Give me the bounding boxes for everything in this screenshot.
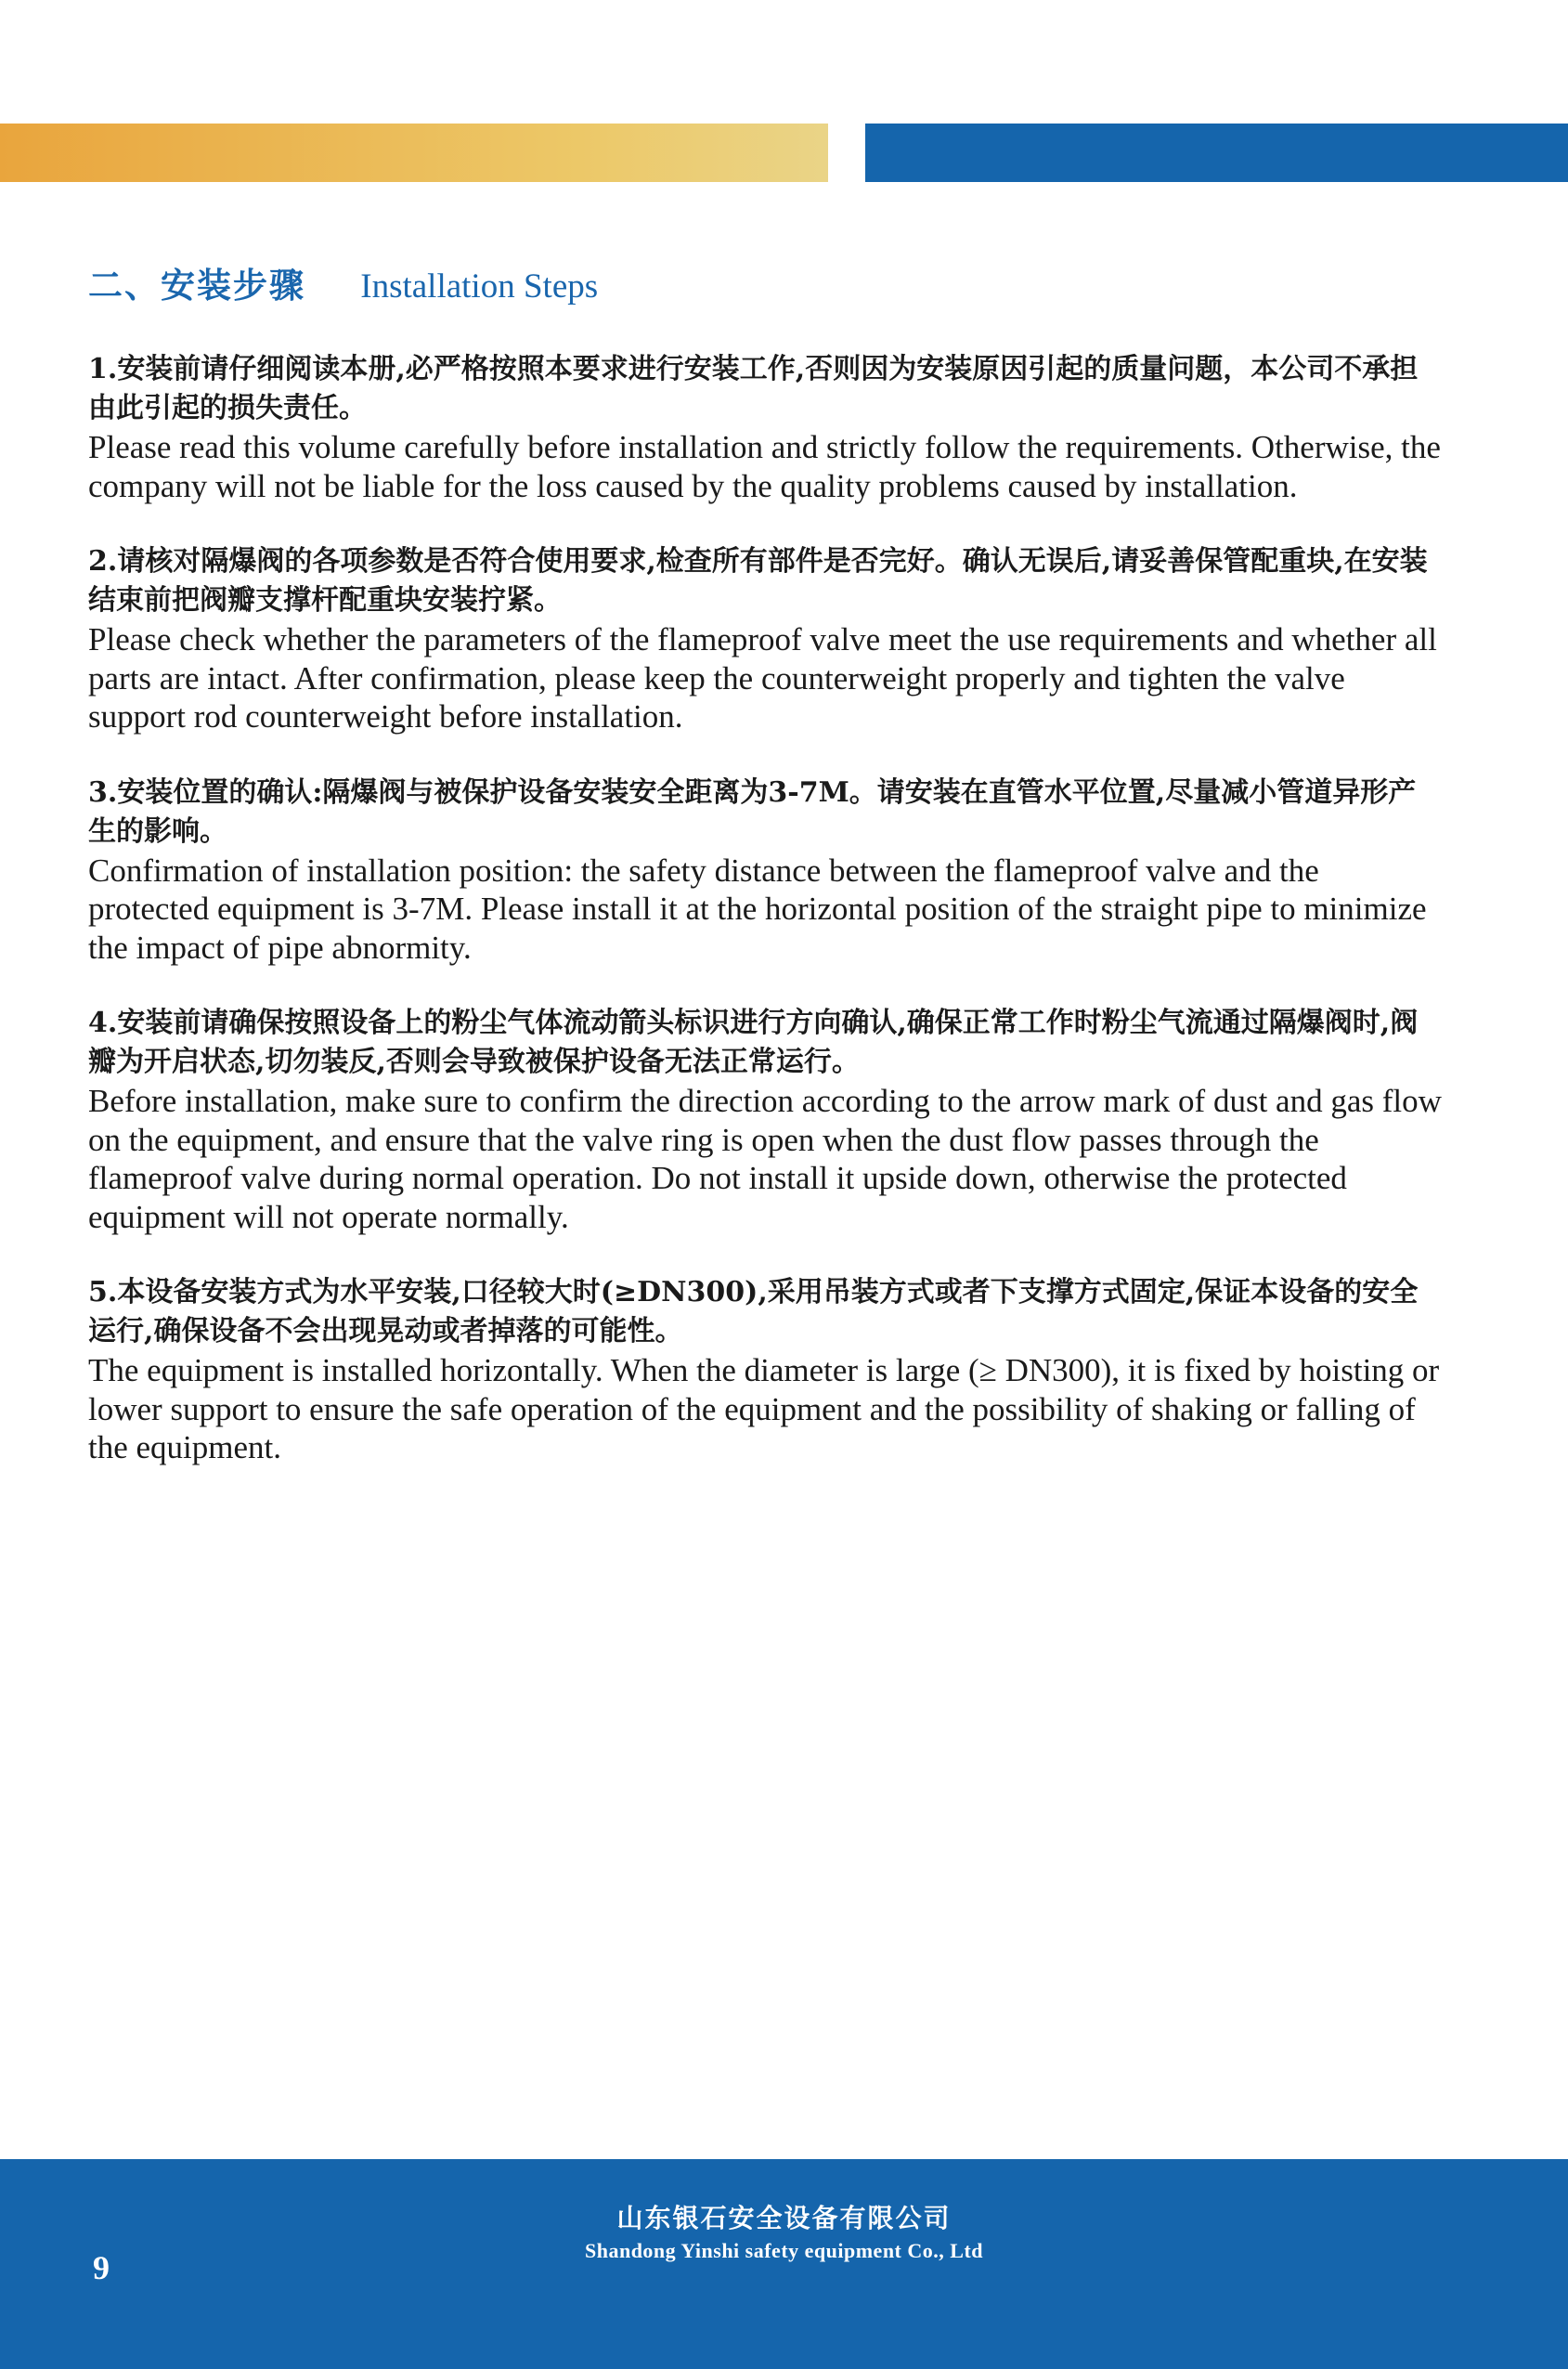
header-accent-bar-left	[0, 124, 828, 182]
step-2-en: Please check whether the parameters of the flameproof valve meet the use requirements and whether all parts are intact. After confirmation, please keep the counterweight properly and tighten the valve support rod counterweight before installation.	[88, 621, 1437, 735]
step-5-en: The equipment is installed horizontally. When the diameter is large (≥ DN300), it is fixed by hoisting or lower support to ensure the safe operation of the equipment and the possibility of shaking or falling of the equipment.	[88, 1352, 1440, 1465]
header-accent-bar-right	[865, 124, 1568, 182]
footer-bar	[0, 2159, 1568, 2369]
section-title	[88, 257, 598, 307]
company-name	[0, 2200, 1568, 2265]
step-5	[88, 1273, 1444, 1467]
company-name-zh: 山东银石安全设备有限公司	[616, 2203, 952, 2233]
step-2-zh: 2.请核对隔爆阀的各项参数是否符合使用要求,检查所有部件是否完好。确认无误后,请妥善保管配重块,在安装结束前把阀瓣支撑杆配重块安装拧紧。	[88, 545, 1428, 617]
step-3	[88, 774, 1444, 968]
step-4-zh: 4.安装前请确保按照设备上的粉尘气体流动箭头标识进行方向确认,确保正常工作时粉尘气流通过隔爆阀时,阀瓣为开启状态,切勿装反,否则会导致被保护设备无法正常运行。	[88, 1007, 1419, 1078]
step-5-zh: 5.本设备安装方式为水平安装,口径较大时(≥DN300),采用吊装方式或者下支撑方式固定,保证本设备的安全运行,确保设备不会出现晃动或者掉落的可能性。	[88, 1276, 1419, 1347]
section-title-zh: 二、安装步骤	[88, 267, 305, 306]
section-title-en: Installation Steps	[360, 267, 599, 306]
step-1-en: Please read this volume carefully before installation and strictly follow the requirements. Otherwise, the company will not be liable for the loss caused by the quality problems caused by installation.	[88, 429, 1441, 504]
step-1-zh: 1.安装前请仔细阅读本册,必严格按照本要求进行安装工作,否则因为安装原因引起的质量问题，本公司不承担由此引起的损失责任。	[88, 353, 1419, 424]
step-4-en: Before installation, make sure to confirm the direction according to the arrow mark of dust and gas flow on the equipment, and ensure that the valve ring is open when the dust flow passes through the flameproof valve during normal operation. Do not install it upside down, otherwise the protected equipment will not operate normally.	[88, 1083, 1442, 1235]
page-number: 9	[93, 2249, 110, 2286]
installation-steps-list	[88, 350, 1444, 1504]
step-1	[88, 350, 1444, 505]
step-3-en: Confirmation of installation position: the safety distance between the flameproof valve and the protected equipment is 3-7M. Please install it at the horizontal position of the straight pipe to minimize the impact of pipe abnormity.	[88, 852, 1427, 966]
step-3-zh: 3.安装位置的确认:隔爆阀与被保护设备安装安全距离为3-7M。请安装在直管水平位置,尽量减小管道异形产生的影响。	[88, 775, 1417, 848]
step-2	[88, 542, 1444, 736]
company-name-en: Shandong Yinshi safety equipment Co., Ltd	[584, 2239, 984, 2262]
step-4	[88, 1004, 1444, 1236]
